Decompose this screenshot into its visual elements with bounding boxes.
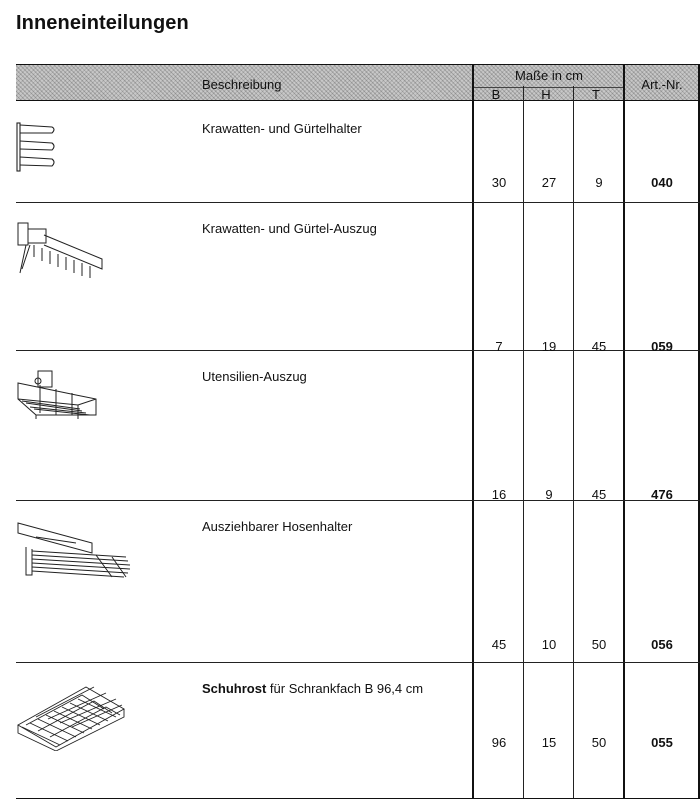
row-h: 15: [541, 735, 557, 750]
page-title: Inneneinteilungen: [16, 12, 189, 34]
utensil-basket-icon: [16, 369, 100, 431]
header-beschreibung: Beschreibung: [202, 77, 282, 92]
row-t: 45: [591, 339, 607, 354]
row-h: 10: [541, 637, 557, 652]
row-description: Ausziehbarer Hosenhalter: [202, 519, 353, 534]
row-b: 45: [491, 637, 507, 652]
header-h: H: [541, 87, 551, 102]
row-art-nr: 040: [651, 175, 673, 190]
row-art-nr: 476: [651, 487, 673, 502]
trouser-rack-icon: [16, 519, 132, 583]
row-description: Krawatten- und Gürtelhalter: [202, 121, 362, 136]
row-b: 16: [491, 487, 507, 502]
table-row: [16, 101, 700, 203]
tie-belt-holder-icon: [16, 121, 60, 173]
row-b: 96: [491, 735, 507, 750]
row-t: 9: [595, 175, 603, 190]
product-table: [16, 64, 700, 799]
row-art-nr: 059: [651, 339, 673, 354]
table-row: [16, 501, 700, 663]
row-description: Utensilien-Auszug: [202, 369, 307, 384]
table-row: [16, 203, 700, 354]
shoe-rack-icon: [16, 681, 128, 751]
row-t: 50: [591, 637, 607, 652]
header-b: B: [491, 87, 501, 102]
table-row: [16, 663, 700, 799]
header-masse: Maße in cm: [515, 68, 583, 83]
row-t: 50: [591, 735, 607, 750]
row-art-nr: 055: [651, 735, 673, 750]
row-b: 7: [495, 339, 503, 354]
row-art-nr: 056: [651, 637, 673, 652]
row-h: 19: [541, 339, 557, 354]
row-h: 9: [545, 487, 553, 502]
table-header: [16, 64, 700, 101]
header-art-nr: Art.-Nr.: [641, 77, 683, 92]
header-t: T: [592, 87, 600, 102]
row-description: Krawatten- und Gürtel-Auszug: [202, 221, 377, 236]
row-t: 45: [591, 487, 607, 502]
table-row: [16, 351, 700, 501]
tie-belt-pullout-icon: [16, 221, 108, 283]
row-h: 27: [541, 175, 557, 190]
row-b: 30: [491, 175, 507, 190]
row-description: Schuhrost für Schrankfach B 96,4 cm: [202, 681, 424, 696]
